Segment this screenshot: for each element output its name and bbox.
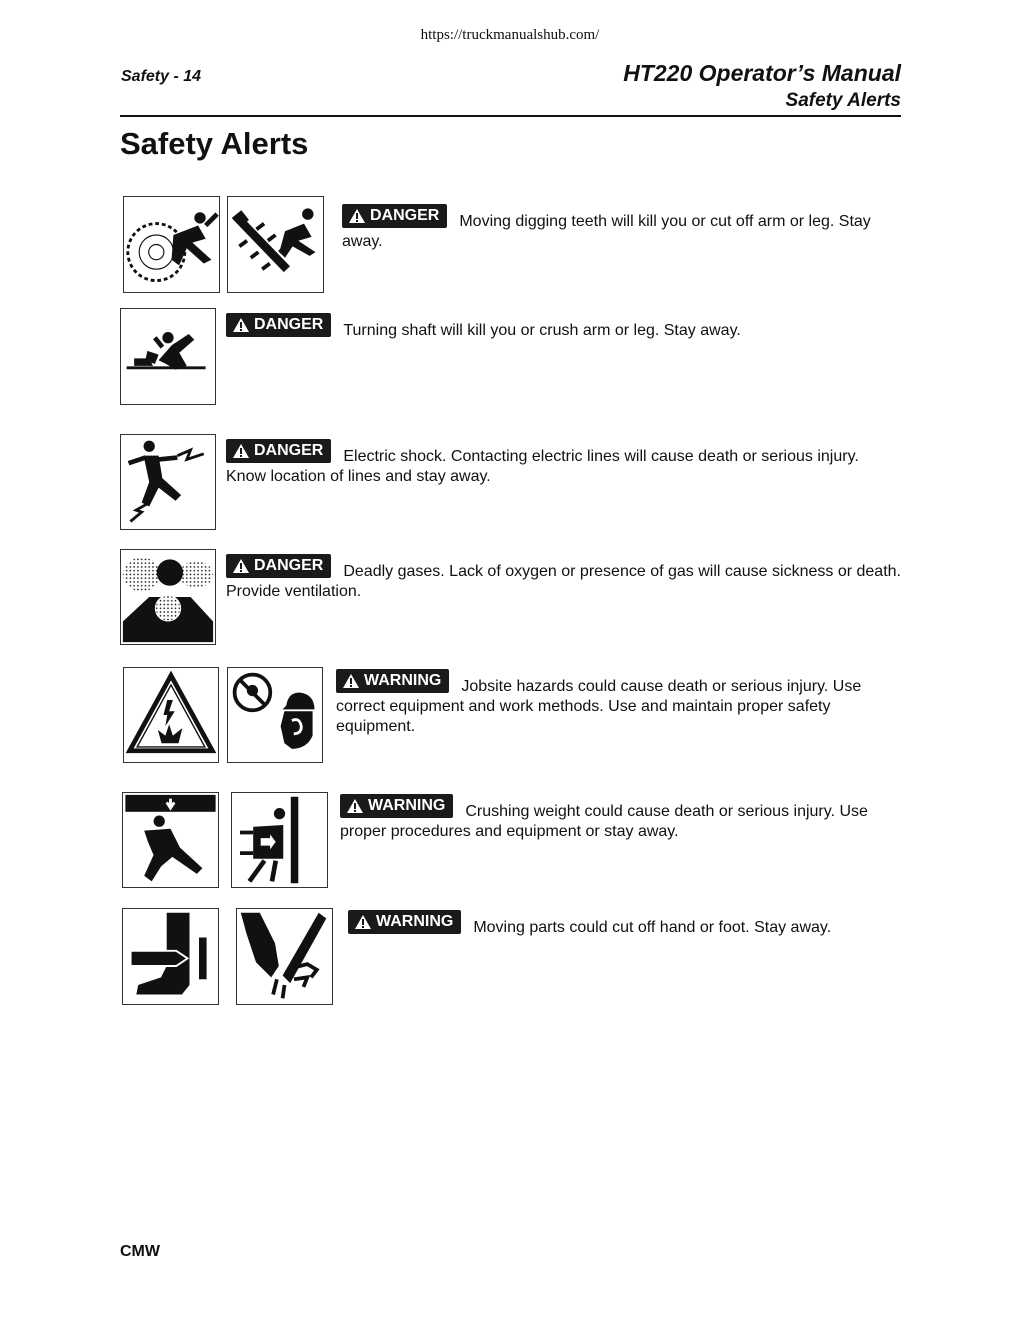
alert-message: Moving parts could cut off hand or foot. Stay away. bbox=[473, 919, 832, 936]
hand-cut-icon bbox=[236, 908, 333, 1005]
section-subtitle: Safety Alerts bbox=[785, 90, 901, 111]
signal-word: DANGER bbox=[254, 316, 324, 333]
signal-word: DANGER bbox=[254, 442, 324, 459]
alert-text bbox=[226, 316, 901, 341]
crushing-weight-icon bbox=[122, 792, 219, 888]
alert-turning-shaft bbox=[120, 308, 901, 404]
signal-word: WARNING bbox=[376, 913, 454, 930]
danger-badge bbox=[226, 554, 331, 578]
safety-equipment-icon bbox=[227, 667, 323, 763]
manual-title: HT220 Operator’s Manual bbox=[623, 60, 901, 86]
alert-message: Crushing weight could cause death or serious injury. Use proper procedures and equipment or stay away. bbox=[340, 803, 868, 840]
digging-teeth-saw-icon bbox=[123, 196, 220, 293]
alert-message: Deadly gases. Lack of oxygen or presence of gas will cause sickness or death. Provide ventilation. bbox=[226, 563, 901, 600]
warning-badge bbox=[348, 910, 461, 934]
alert-text bbox=[342, 207, 901, 252]
danger-badge bbox=[342, 204, 447, 228]
alert-text bbox=[226, 557, 901, 602]
electric-shock-icon bbox=[120, 434, 216, 530]
alert-message: Turning shaft will kill you or crush arm or leg. Stay away. bbox=[343, 322, 741, 339]
alert-message: Moving digging teeth will kill you or cut off arm or leg. Stay away. bbox=[342, 213, 871, 250]
alert-message: Electric shock. Contacting electric lines will cause death or serious injury. Know location of lines and stay away. bbox=[226, 448, 859, 485]
alert-moving-parts bbox=[120, 908, 901, 1004]
page-number-label: Safety - 14 bbox=[121, 68, 202, 85]
alert-text bbox=[226, 442, 901, 487]
alert-jobsite-hazards bbox=[120, 667, 901, 763]
crushing-pinch-icon bbox=[231, 792, 328, 888]
signal-word: DANGER bbox=[370, 207, 440, 224]
footer-brand: CMW bbox=[120, 1243, 160, 1260]
alert-digging-teeth bbox=[120, 196, 901, 292]
source-url: https://truckmanualshub.com/ bbox=[420, 27, 600, 43]
alert-electric-shock bbox=[120, 434, 901, 530]
alert-text bbox=[336, 672, 901, 737]
foot-cut-icon bbox=[122, 908, 219, 1005]
alert-deadly-gases bbox=[120, 549, 901, 645]
deadly-gas-icon bbox=[120, 549, 216, 645]
danger-badge bbox=[226, 439, 331, 463]
signal-word: WARNING bbox=[368, 797, 446, 814]
alert-message: Jobsite hazards could cause death or serious injury. Use correct equipment and work methods. Use and maintain proper safety equipment. bbox=[336, 678, 862, 735]
alert-crushing-weight bbox=[120, 792, 901, 888]
signal-word: WARNING bbox=[364, 672, 442, 689]
warning-badge bbox=[336, 669, 449, 693]
alert-text bbox=[340, 797, 901, 842]
signal-word: DANGER bbox=[254, 557, 324, 574]
digging-chain-icon bbox=[227, 196, 324, 293]
jobsite-hazard-triangle-icon bbox=[123, 667, 219, 763]
warning-badge bbox=[340, 794, 453, 818]
page-title: Safety Alerts bbox=[120, 126, 309, 161]
header-rule bbox=[120, 115, 901, 117]
alert-text bbox=[348, 913, 901, 938]
danger-badge bbox=[226, 313, 331, 337]
turning-shaft-icon bbox=[120, 308, 216, 405]
